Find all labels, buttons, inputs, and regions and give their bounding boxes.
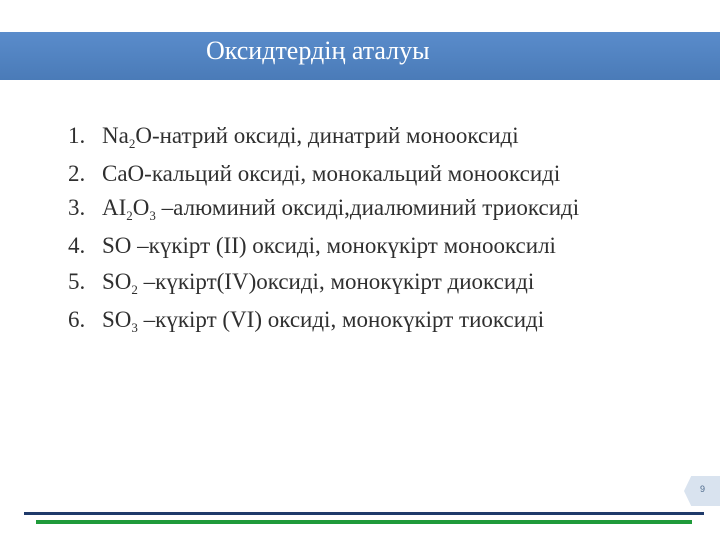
item-number: 5. <box>68 269 86 294</box>
list-item <box>68 232 556 260</box>
formula-text: SO <box>102 269 132 294</box>
item-number: 4. <box>68 233 86 258</box>
item-text: –алюминий оксиді,диалюминий триоксиді <box>155 195 580 220</box>
subscript: 2 <box>128 136 136 151</box>
item-text: –күкірт (VI) оксиді, монокүкірт тиоксиді <box>137 307 545 332</box>
list-item <box>68 268 534 296</box>
subscript: 3 <box>149 208 156 223</box>
list-item <box>68 306 544 334</box>
item-number: 6. <box>68 307 86 332</box>
item-text: O-натрий оксиді, динатрий монооксиді <box>135 123 519 148</box>
list-item <box>68 122 519 150</box>
item-text: –күкірт(IV)оксиді, монокүкірт диоксиді <box>137 269 535 294</box>
subscript: 2 <box>131 282 138 297</box>
page-number: 9 <box>700 484 706 494</box>
formula-text: O <box>132 195 150 220</box>
item-text: CaO-кальций оксиді, монокальций монооксиді <box>102 161 561 186</box>
item-number: 2. <box>68 161 86 186</box>
formula-text: SO <box>102 307 132 332</box>
footer-rule-navy <box>24 512 704 515</box>
list-item <box>68 160 560 188</box>
item-number: 3. <box>68 195 86 220</box>
list-item <box>68 194 579 222</box>
subscript: 2 <box>126 208 133 223</box>
formula-text: AI <box>102 195 127 220</box>
formula-text: Na <box>102 123 129 148</box>
footer-rule-green <box>36 520 692 524</box>
subscript: 3 <box>131 320 138 335</box>
item-number: 1. <box>68 123 86 148</box>
slide-title: Оксидтердің аталуы <box>206 36 430 65</box>
item-text: SO –күкірт (II) оксиді, монокүкірт монооксилі <box>102 233 556 258</box>
